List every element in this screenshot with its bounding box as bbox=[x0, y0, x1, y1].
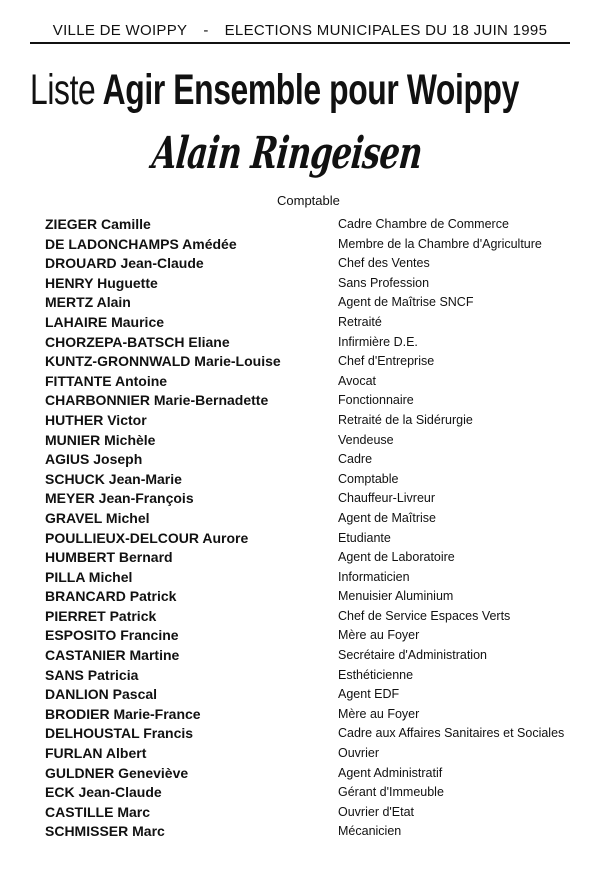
candidate-row bbox=[45, 275, 585, 295]
candidate-profession: Chef d'Entreprise bbox=[338, 354, 435, 369]
candidate-profession: Cadre aux Affaires Sanitaires et Sociales bbox=[338, 726, 565, 741]
list-title-main: Agir Ensemble pour Woippy bbox=[102, 66, 519, 114]
candidate-name: SANS Patricia bbox=[45, 666, 139, 683]
candidate-row bbox=[45, 373, 585, 393]
candidate-profession: Cadre Chambre de Commerce bbox=[338, 217, 509, 231]
candidate-row bbox=[45, 745, 585, 765]
candidate-row bbox=[45, 588, 585, 608]
candidate-row bbox=[45, 765, 585, 785]
candidate-profession: Esthéticienne bbox=[338, 667, 414, 682]
candidate-name: CHORZEPA-BATSCH Eliane bbox=[45, 333, 230, 350]
candidate-profession: Agent EDF bbox=[338, 687, 400, 702]
candidate-profession: Ouvrier bbox=[338, 746, 379, 761]
candidate-profession: Agent de Laboratoire bbox=[338, 550, 455, 565]
candidate-name: DROUARD Jean-Claude bbox=[45, 255, 204, 272]
candidate-row bbox=[45, 236, 585, 256]
candidate-name: FITTANTE Antoine bbox=[45, 372, 168, 389]
candidate-profession: Menuisier Aluminium bbox=[338, 589, 454, 604]
candidate-row bbox=[45, 451, 585, 471]
candidate-name: LAHAIRE Maurice bbox=[45, 313, 165, 330]
candidate-name: ZIEGER Camille bbox=[45, 216, 151, 232]
candidate-name: GULDNER Geneviève bbox=[45, 764, 189, 781]
candidate-name: SCHMISSER Marc bbox=[45, 823, 165, 840]
candidate-row bbox=[45, 314, 585, 334]
candidate-row bbox=[45, 725, 585, 745]
candidate-row bbox=[45, 569, 585, 589]
candidate-row bbox=[45, 510, 585, 530]
candidate-row bbox=[45, 294, 585, 314]
candidate-profession: Retraité de la Sidérurgie bbox=[338, 412, 473, 427]
candidate-row bbox=[45, 608, 585, 628]
candidate-row bbox=[45, 823, 585, 843]
candidate-profession: Fonctionnaire bbox=[338, 393, 414, 408]
candidate-profession: Membre de la Chambre d'Agriculture bbox=[338, 236, 542, 251]
candidate-name: MEYER Jean-François bbox=[45, 490, 194, 507]
candidate-row bbox=[45, 686, 585, 706]
candidate-row bbox=[45, 804, 585, 824]
head-candidate-profession: Comptable bbox=[277, 193, 340, 208]
candidate-profession: Retraité bbox=[338, 314, 382, 329]
candidate-profession: Etudiante bbox=[338, 530, 391, 545]
candidate-name: PILLA Michel bbox=[45, 568, 133, 585]
candidate-name: DANLION Pascal bbox=[45, 686, 158, 703]
candidate-name: HUTHER Victor bbox=[45, 411, 147, 428]
candidate-row bbox=[45, 706, 585, 726]
candidate-name: CHARBONNIER Marie-Bernadette bbox=[45, 392, 269, 409]
candidate-name: BRODIER Marie-France bbox=[45, 705, 201, 722]
document-header bbox=[30, 22, 570, 44]
head-candidate-name: Alain Ringeisen bbox=[149, 128, 425, 179]
candidate-profession: Infirmière D.E. bbox=[338, 334, 418, 349]
candidate-row bbox=[45, 255, 585, 275]
candidate-name: MERTZ Alain bbox=[45, 294, 131, 311]
candidate-row bbox=[45, 784, 585, 804]
candidate-row bbox=[45, 647, 585, 667]
candidate-profession: Mère au Foyer bbox=[338, 706, 420, 721]
candidate-profession: Informaticien bbox=[338, 569, 410, 584]
candidate-profession: Agent Administratif bbox=[338, 765, 443, 780]
candidate-profession: Mère au Foyer bbox=[338, 628, 420, 643]
candidate-row bbox=[45, 530, 585, 550]
candidate-name: BRANCARD Patrick bbox=[45, 588, 177, 605]
list-title-lead: Liste bbox=[30, 66, 96, 114]
candidate-profession: Vendeuse bbox=[338, 432, 394, 447]
candidate-name: AGIUS Joseph bbox=[45, 451, 143, 468]
candidate-profession: Mécanicien bbox=[338, 824, 402, 839]
candidate-name: DELHOUSTAL Francis bbox=[45, 725, 194, 742]
candidate-row bbox=[45, 353, 585, 373]
candidate-profession: Sans Profession bbox=[338, 275, 430, 290]
candidate-profession: Comptable bbox=[338, 471, 399, 486]
candidate-profession: Chef de Service Espaces Verts bbox=[338, 608, 511, 623]
candidate-name: POULLIEUX-DELCOUR Aurore bbox=[45, 529, 249, 546]
candidate-name: DE LADONCHAMPS Amédée bbox=[45, 235, 237, 252]
candidate-profession: Agent de Maîtrise bbox=[338, 510, 436, 525]
candidate-name: GRAVEL Michel bbox=[45, 509, 150, 526]
candidate-row bbox=[45, 392, 585, 412]
candidate-profession: Ouvrier d'Etat bbox=[338, 804, 415, 819]
candidate-name: HENRY Huguette bbox=[45, 274, 158, 291]
election-title: ELECTIONS MUNICIPALES DU 18 JUIN 1995 bbox=[224, 22, 548, 39]
candidate-row bbox=[45, 412, 585, 432]
candidate-name: KUNTZ-GRONNWALD Marie-Louise bbox=[45, 353, 281, 370]
candidate-profession: Chef des Ventes bbox=[338, 256, 430, 271]
candidate-profession: Agent de Maîtrise SNCF bbox=[338, 295, 474, 310]
candidate-profession: Avocat bbox=[338, 373, 376, 388]
header-separator: - bbox=[203, 22, 209, 39]
candidate-profession: Chauffeur-Livreur bbox=[338, 491, 436, 506]
candidate-list bbox=[45, 216, 585, 843]
candidate-row bbox=[45, 471, 585, 491]
town-name: VILLE DE WOIPPY bbox=[52, 22, 188, 39]
candidate-name: PIERRET Patrick bbox=[45, 607, 157, 624]
list-title bbox=[30, 66, 578, 115]
candidate-name: ESPOSITO Francine bbox=[45, 627, 179, 644]
candidate-name: CASTILLE Marc bbox=[45, 803, 151, 820]
candidate-row bbox=[45, 490, 585, 510]
candidate-row bbox=[45, 627, 585, 647]
candidate-profession: Cadre bbox=[338, 452, 373, 467]
candidate-name: MUNIER Michèle bbox=[45, 431, 156, 448]
candidate-profession: Secrétaire d'Administration bbox=[338, 648, 487, 663]
candidate-name: FURLAN Albert bbox=[45, 745, 147, 762]
candidate-name: HUMBERT Bernard bbox=[45, 549, 173, 566]
candidate-row bbox=[45, 432, 585, 452]
candidate-profession: Gérant d'Immeuble bbox=[338, 785, 444, 800]
candidate-name: CASTANIER Martine bbox=[45, 647, 180, 664]
candidate-row bbox=[45, 667, 585, 687]
candidate-name: SCHUCK Jean-Marie bbox=[45, 470, 182, 487]
candidate-name: ECK Jean-Claude bbox=[45, 784, 162, 801]
candidate-row bbox=[45, 334, 585, 354]
candidate-row bbox=[45, 216, 585, 236]
candidate-row bbox=[45, 549, 585, 569]
